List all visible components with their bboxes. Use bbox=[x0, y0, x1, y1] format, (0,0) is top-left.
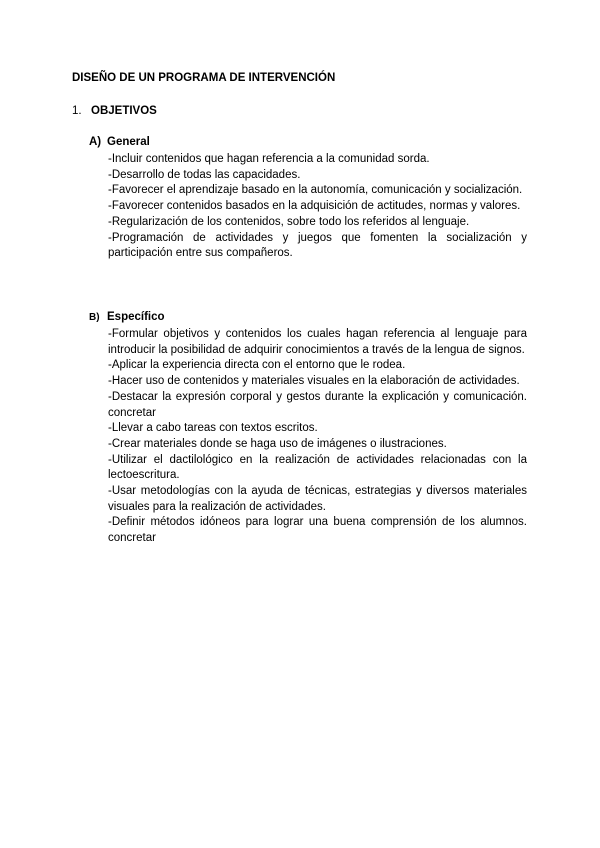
especifico-heading bbox=[89, 311, 165, 323]
general-letter: A) bbox=[89, 136, 102, 148]
list-item: -Usar metodologías con la ayuda de técnicas, estrategias y diversos materiales visuales para la realización de actividades. bbox=[108, 485, 527, 513]
list-item: -Aplicar la experiencia directa con el entorno que le rodea. bbox=[108, 359, 406, 372]
list-item: -Incluir contenidos que hagan referencia a la comunidad sorda. bbox=[108, 153, 430, 165]
section-number: 1. bbox=[72, 105, 82, 117]
especifico-label: Específico bbox=[107, 311, 165, 323]
list-item: -Favorecer contenidos basados en la adquisición de actitudes, normas y valores. bbox=[108, 200, 521, 213]
list-item: -Formular objetivos y contenidos los cuales hagan referencia al lenguaje para introducir la posibilidad de adquirir conocimientos a través de la lengua de signos. bbox=[108, 328, 527, 356]
especifico-letter: B) bbox=[89, 312, 100, 323]
general-heading bbox=[89, 136, 150, 148]
list-item: -Crear materiales donde se haga uso de imágenes o ilustraciones. bbox=[108, 437, 447, 450]
list-item: -Utilizar el dactilológico en la realización de actividades relacionadas con la lectoescritura. bbox=[108, 453, 527, 482]
list-item: -Favorecer el aprendizaje basado en la autonomía, comunicación y socialización. bbox=[108, 184, 523, 197]
especifico-objectives-list bbox=[108, 327, 527, 547]
list-item: -Hacer uso de contenidos y materiales visuales en la elaboración de actividades. bbox=[108, 375, 520, 388]
general-label: General bbox=[107, 136, 150, 148]
list-item: -Regularización de los contenidos, sobre todo los referidos al lenguaje. bbox=[108, 215, 470, 228]
document-title: DISEÑO DE UN PROGRAMA DE INTERVENCIÓN bbox=[72, 72, 336, 84]
section-heading bbox=[72, 105, 157, 117]
list-item: -Definir métodos idóneos para lograr una buena comprensión de los alumnos. concretar bbox=[108, 516, 527, 545]
list-item: -Desarrollo de todas las capacidades. bbox=[108, 168, 301, 181]
section-label: OBJETIVOS bbox=[91, 105, 157, 117]
general-objectives-list bbox=[108, 152, 527, 262]
list-item: -Programación de actividades y juegos que fomenten la socialización y participación entre sus compañeros. bbox=[108, 231, 527, 260]
list-item: -Destacar la expresión corporal y gestos durante la explicación y comunicación. concretar bbox=[108, 390, 527, 419]
list-item: -Llevar a cabo tareas con textos escritos. bbox=[108, 422, 318, 435]
